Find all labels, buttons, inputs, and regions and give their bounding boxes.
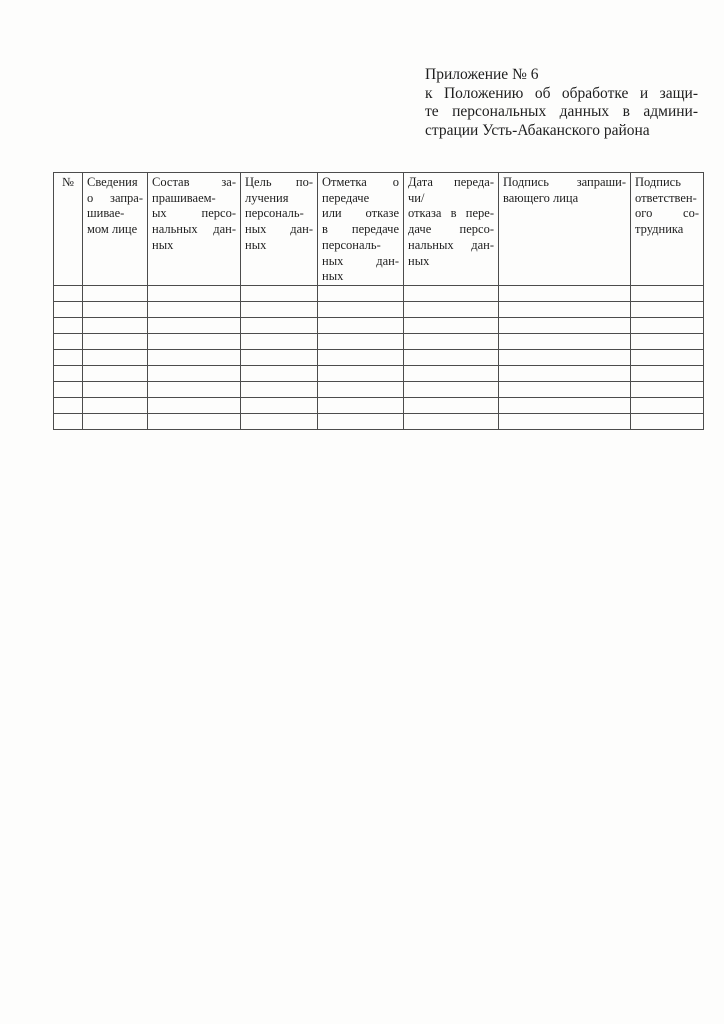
appendix-header-block [425,66,698,140]
empty-cell-transfer-or-refusal-date [404,398,499,414]
column-header-line: нальных дан- [152,222,236,237]
appendix-reference-line: страции Усть-Абаканского района [425,121,650,139]
empty-cell-requester-signature [499,286,631,302]
column-header-line: даче персо- [408,222,494,237]
empty-cell-requested-data-composition [148,382,241,398]
empty-cell-requested-data-composition [148,350,241,366]
column-header-line: Состав за- [152,175,236,189]
empty-cell-transfer-or-refusal-date [404,318,499,334]
column-header-line: персональ- [322,237,381,252]
column-header-line: ого со- [635,206,699,221]
empty-cell-responsible-officer-signature [631,398,704,414]
column-header-line: Дата переда- [408,175,494,189]
column-header-line: ных [408,253,430,268]
column-header-transfer-or-refusal-date [404,173,499,286]
empty-cell-requested-person-info [83,414,148,430]
column-header-requested-data-composition [148,173,241,286]
empty-cell-number [54,382,83,398]
empty-cell-responsible-officer-signature [631,302,704,318]
column-header-line: отказа в пере- [408,206,494,221]
column-header-requested-person-info [83,173,148,286]
empty-cell-number [54,334,83,350]
appendix-title: Приложение № 6 [425,66,539,83]
column-header-number [54,173,83,286]
column-header-line: о запра- [87,190,143,205]
column-header-line: ных [152,237,174,252]
column-header-line: Сведения [87,175,138,189]
empty-cell-transfer-or-refusal-date [404,366,499,382]
table-row [54,286,704,302]
column-header-line: трудника [635,222,684,237]
empty-cell-requested-data-composition [148,286,241,302]
empty-cell-responsible-officer-signature [631,382,704,398]
empty-cell-responsible-officer-signature [631,286,704,302]
column-header-line: Подпись [635,175,681,189]
column-header-line: лучения [245,190,289,205]
column-header-line: ых персо- [152,206,236,221]
empty-cell-transfer-or-refusal-mark [318,366,404,382]
empty-cell-requested-data-composition [148,366,241,382]
empty-cell-requester-signature [499,350,631,366]
empty-cell-transfer-or-refusal-date [404,334,499,350]
empty-cell-number [54,318,83,334]
column-header-line: Цель по- [245,175,313,189]
empty-cell-responsible-officer-signature [631,414,704,430]
empty-cell-transfer-or-refusal-date [404,302,499,318]
column-header-transfer-or-refusal-mark [318,173,404,286]
column-header-line: прашиваем- [152,190,216,205]
empty-cell-transfer-or-refusal-date [404,286,499,302]
empty-cell-transfer-or-refusal-mark [318,302,404,318]
empty-cell-purpose-of-obtaining [241,414,318,430]
empty-cell-transfer-or-refusal-mark [318,398,404,414]
empty-cell-transfer-or-refusal-date [404,350,499,366]
empty-cell-transfer-or-refusal-mark [318,382,404,398]
empty-cell-requester-signature [499,382,631,398]
table-row [54,366,704,382]
empty-cell-purpose-of-obtaining [241,382,318,398]
column-header-line: ных дан- [245,222,313,237]
empty-cell-number [54,398,83,414]
empty-cell-number [54,414,83,430]
empty-cell-responsible-officer-signature [631,318,704,334]
empty-cell-requested-person-info [83,350,148,366]
empty-cell-requested-person-info [83,398,148,414]
empty-cell-requester-signature [499,334,631,350]
empty-cell-number [54,366,83,382]
empty-cell-transfer-or-refusal-date [404,414,499,430]
empty-cell-requested-person-info [83,334,148,350]
empty-cell-transfer-or-refusal-date [404,382,499,398]
table-row [54,302,704,318]
empty-cell-responsible-officer-signature [631,366,704,382]
empty-cell-transfer-or-refusal-mark [318,334,404,350]
column-header-line: в передаче [322,222,399,237]
empty-cell-number [54,286,83,302]
empty-cell-transfer-or-refusal-mark [318,350,404,366]
table-row [54,398,704,414]
table-row [54,318,704,334]
empty-cell-requested-data-composition [148,398,241,414]
column-header-responsible-officer-signature [631,173,704,286]
column-header-line: или отказе [322,206,399,221]
empty-cell-purpose-of-obtaining [241,334,318,350]
empty-cell-requested-data-composition [148,302,241,318]
appendix-reference-line: те персональных данных в админи- [425,103,698,121]
empty-cell-requested-person-info [83,366,148,382]
empty-cell-requested-person-info [83,382,148,398]
empty-cell-requester-signature [499,302,631,318]
empty-cell-purpose-of-obtaining [241,398,318,414]
empty-cell-requester-signature [499,398,631,414]
empty-cell-requested-person-info [83,302,148,318]
column-header-line: ных [245,237,267,252]
table-row [54,350,704,366]
column-header-requester-signature [499,173,631,286]
empty-cell-number [54,302,83,318]
empty-cell-requested-data-composition [148,318,241,334]
column-header-line: нальных дан- [408,237,494,252]
column-header-line: передаче [322,190,370,205]
empty-cell-transfer-or-refusal-mark [318,286,404,302]
empty-cell-number [54,350,83,366]
column-header-line: шивае- [87,206,125,221]
empty-cell-transfer-or-refusal-mark [318,414,404,430]
appendix-reference-line: к Положению об обработке и защи- [425,84,698,102]
column-header-line: мом лице [87,222,138,237]
table-row [54,334,704,350]
table-row [54,414,704,430]
empty-cell-responsible-officer-signature [631,350,704,366]
column-header-line: Подпись запраши- [503,175,626,189]
column-header-purpose-of-obtaining [241,173,318,286]
empty-cell-transfer-or-refusal-mark [318,318,404,334]
column-header-line: ных дан- [322,253,399,268]
column-header-line: № [62,175,74,189]
empty-cell-requester-signature [499,414,631,430]
empty-cell-requested-person-info [83,286,148,302]
empty-cell-requested-person-info [83,318,148,334]
empty-cell-purpose-of-obtaining [241,366,318,382]
empty-cell-responsible-officer-signature [631,334,704,350]
table-row [54,382,704,398]
column-header-line: ных [322,269,344,284]
empty-cell-requested-data-composition [148,334,241,350]
personal-data-request-log-table [53,172,704,430]
empty-cell-purpose-of-obtaining [241,302,318,318]
empty-cell-purpose-of-obtaining [241,318,318,334]
column-header-line: чи/ [408,190,425,205]
empty-cell-requester-signature [499,318,631,334]
column-header-line: вающего лица [503,190,579,205]
empty-cell-purpose-of-obtaining [241,286,318,302]
column-header-line: ответствен- [635,190,697,205]
column-header-line: персональ- [245,206,304,221]
empty-cell-requested-data-composition [148,414,241,430]
column-header-line: Отметка о [322,175,399,189]
empty-cell-requester-signature [499,366,631,382]
table-header-row [54,173,704,286]
empty-cell-purpose-of-obtaining [241,350,318,366]
